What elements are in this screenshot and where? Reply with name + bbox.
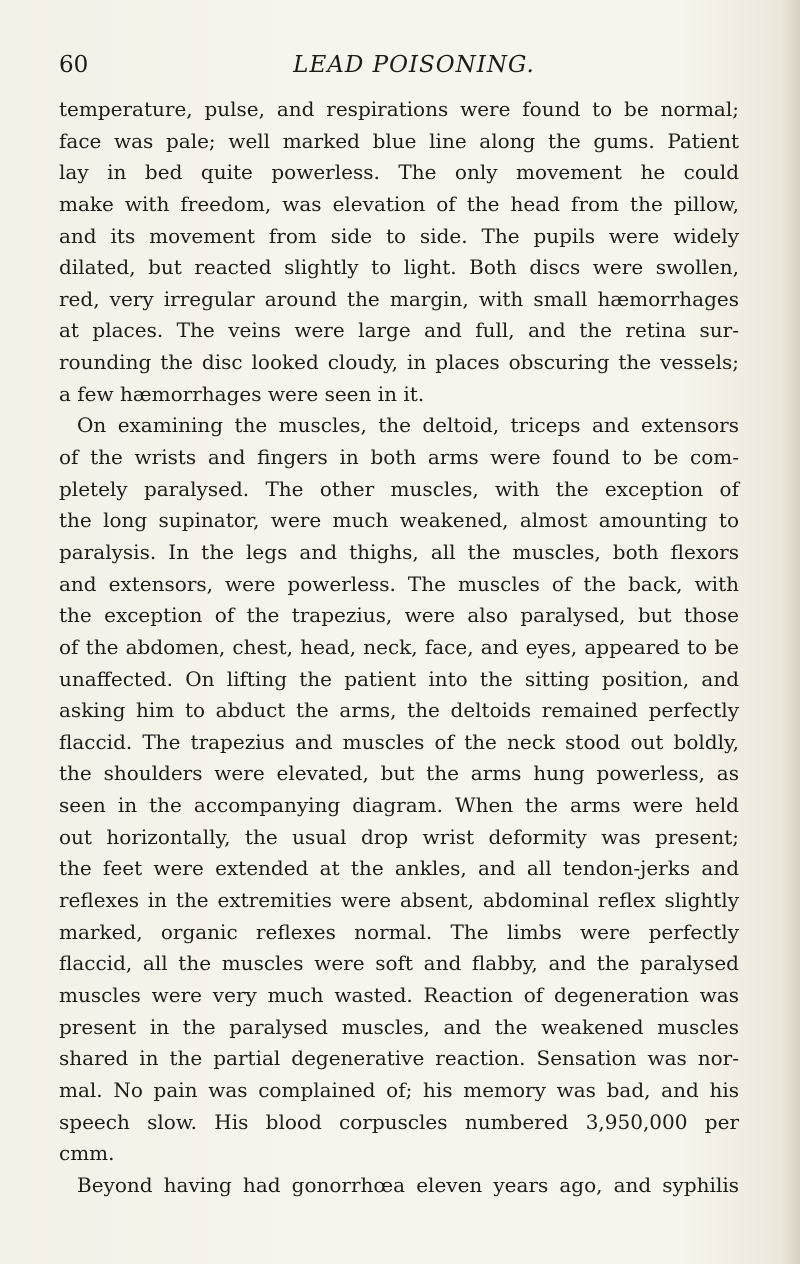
text-line: Beyond having had gonorrhœa eleven years ago, and syphilis	[77, 1172, 739, 1197]
text-line: flaccid, all the muscles were soft and flabby, and the paralysed	[59, 951, 739, 976]
text-line: of the abdomen, chest, head, neck, face, and eyes, appeared to be	[59, 634, 739, 659]
page-header	[59, 50, 739, 90]
text-line: and its movement from side to side. The pupils were widely	[59, 223, 739, 248]
text-line: of the wrists and fingers in both arms were found to be com-	[59, 445, 739, 470]
body-text	[59, 94, 739, 1201]
text-line: unaffected. On lifting the patient into the sitting position, and	[59, 666, 739, 691]
text-line: speech slow. His blood corpuscles numbered 3,950,000 per	[59, 1109, 739, 1134]
text-line: temperature, pulse, and respirations were found to be normal;	[59, 97, 739, 121]
text-line: flaccid. The trapezius and muscles of the neck stood out boldly,	[59, 729, 739, 754]
text-line: marked, organic reflexes normal. The limbs were perfectly	[59, 919, 739, 944]
text-line: cmm.	[59, 1141, 115, 1166]
text-line: at places. The veins were large and full, and the retina sur-	[59, 318, 739, 343]
text-line: the shoulders were elevated, but the arms hung powerless, as	[59, 761, 739, 786]
text-line: red, very irregular around the margin, with small hæmorrhages	[59, 286, 739, 311]
text-line: the feet were extended at the ankles, and all tendon-jerks and	[59, 856, 739, 881]
text-line: lay in bed quite powerless. The only movement he could	[59, 160, 739, 185]
text-line: rounding the disc looked cloudy, in places obscuring the vessels;	[59, 350, 739, 375]
text-line: make with freedom, was elevation of the head from the pillow,	[59, 191, 739, 216]
text-line: and extensors, were powerless. The muscles of the back, with	[59, 571, 739, 596]
text-line: muscles were very much wasted. Reaction of degeneration was	[59, 982, 739, 1007]
text-line: out horizontally, the usual drop wrist deformity was present;	[59, 824, 739, 849]
page-edge-shadow	[782, 0, 800, 1264]
text-line: reflexes in the extremities were absent, abdominal reflex slightly	[59, 888, 739, 913]
text-line: mal. No pain was complained of; his memory was bad, and his	[59, 1077, 739, 1102]
text-line: shared in the partial degenerative reaction. Sensation was nor-	[59, 1046, 739, 1071]
page-number: 60	[59, 52, 89, 78]
text-line: On examining the muscles, the deltoid, triceps and extensors	[77, 413, 739, 438]
text-line: pletely paralysed. The other muscles, with the exception of	[59, 476, 739, 501]
text-line: asking him to abduct the arms, the deltoids remained perfectly	[59, 698, 739, 723]
text-line: the exception of the trapezius, were also paralysed, but those	[59, 603, 739, 628]
text-line: present in the paralysed muscles, and the weakened muscles	[59, 1014, 739, 1039]
text-line: the long supinator, were much weakened, almost amounting to	[59, 508, 739, 533]
text-line: a few hæmorrhages were seen in it.	[59, 381, 425, 406]
text-line: seen in the accompanying diagram. When the arms were held	[59, 793, 739, 818]
text-line: dilated, but reacted slightly to light. Both discs were swollen,	[59, 255, 739, 280]
text-line: face was pale; well marked blue line along the gums. Patient	[59, 128, 739, 153]
text-line: paralysis. In the legs and thighs, all the muscles, both flexors	[59, 539, 739, 564]
running-head: LEAD POISONING.	[293, 52, 535, 78]
